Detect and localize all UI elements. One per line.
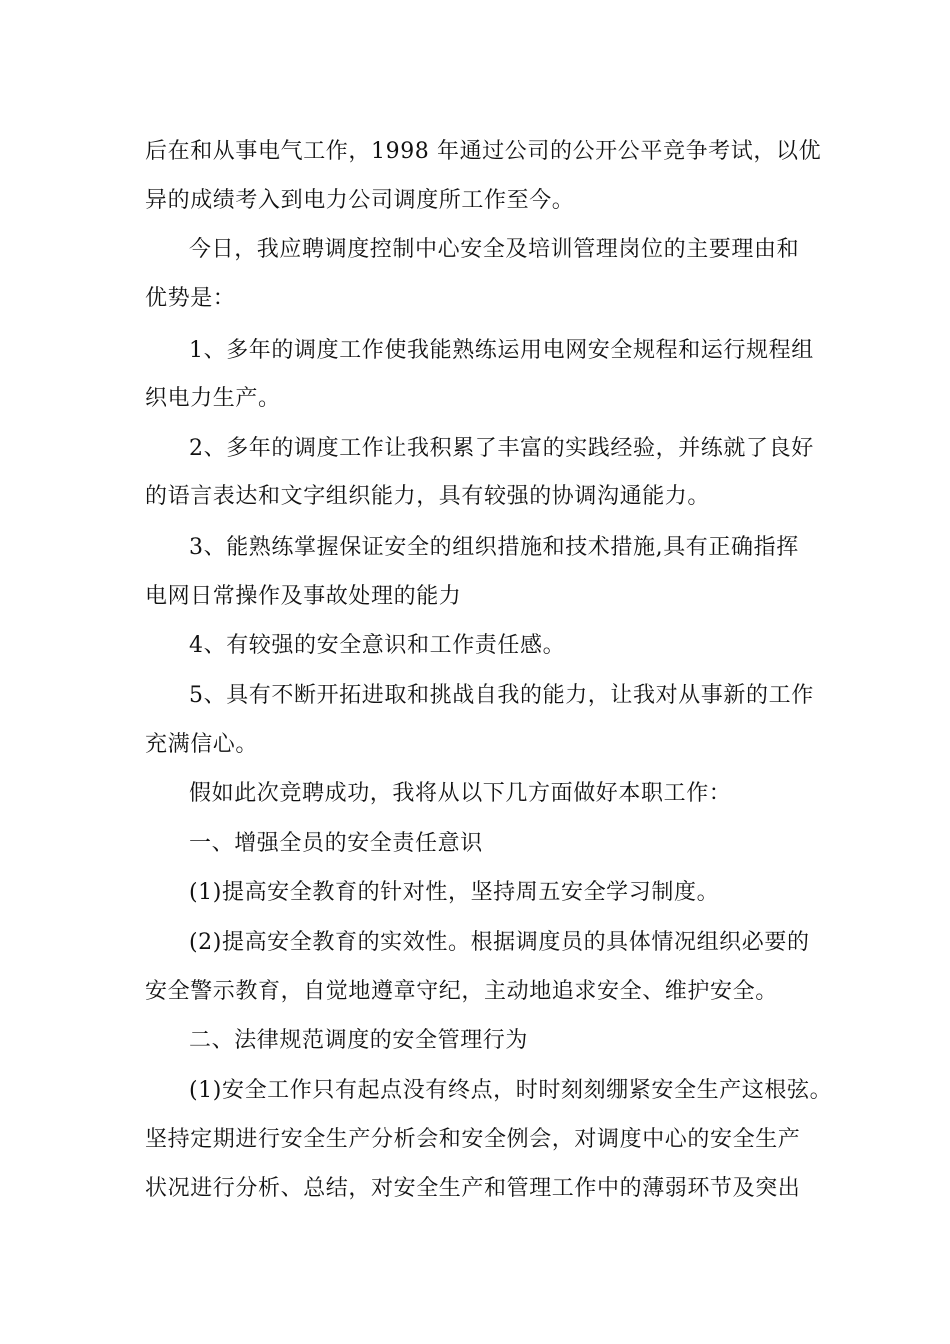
text-line: 2、多年的调度工作让我积累了丰富的实践经验，并练就了良好 xyxy=(189,436,814,461)
text-line: 状况进行分析、总结，对安全生产和管理工作中的薄弱环节及突出 xyxy=(145,1176,801,1201)
text-line: 1、多年的调度工作使我能熟练运用电网安全规程和运行规程组 xyxy=(189,338,814,363)
text-line: 今日，我应聘调度控制中心安全及培训管理岗位的主要理由和 xyxy=(189,237,800,262)
text-line: 充满信心。 xyxy=(145,732,259,757)
text-line: 假如此次竞聘成功，我将从以下几方面做好本职工作： xyxy=(189,781,732,806)
text-line: 安全警示教育，自觉地遵章守纪，主动地追求安全、维护安全。 xyxy=(145,979,778,1004)
text-line: 5、具有不断开拓进取和挑战自我的能力，让我对从事新的工作 xyxy=(189,683,814,708)
text-line: 的语言表达和文字组织能力，具有较强的协调沟通能力。 xyxy=(145,484,711,509)
text-line: 3、能熟练掌握保证安全的组织措施和技术措施,具有正确指挥 xyxy=(189,535,799,560)
text-line: 一、增强全员的安全责任意识 xyxy=(189,831,483,856)
text-line: 坚持定期进行安全生产分析会和安全例会，对调度中心的安全生产 xyxy=(145,1127,801,1152)
text-line: 异的成绩考入到电力公司调度所工作至今。 xyxy=(145,188,575,213)
text-line: 4、有较强的安全意识和工作责任感。 xyxy=(189,633,566,658)
text-line: 优势是： xyxy=(145,286,236,311)
text-line: (2)提高安全教育的实效性。根据调度员的具体情况组织必要的 xyxy=(189,930,810,955)
text-line: 电网日常操作及事故处理的能力 xyxy=(145,584,462,609)
text-line: (1)安全工作只有起点没有终点，时时刻刻绷紧安全生产这根弦。 xyxy=(189,1078,833,1103)
text-line: (1)提高安全教育的针对性，坚持周五安全学习制度。 xyxy=(189,880,720,905)
text-line: 织电力生产。 xyxy=(145,386,281,411)
text-line: 二、法律规范调度的安全管理行为 xyxy=(189,1028,529,1053)
text-line: 后在和从事电气工作，1998 年通过公司的公开公平竞争考试，以优 xyxy=(145,139,822,164)
